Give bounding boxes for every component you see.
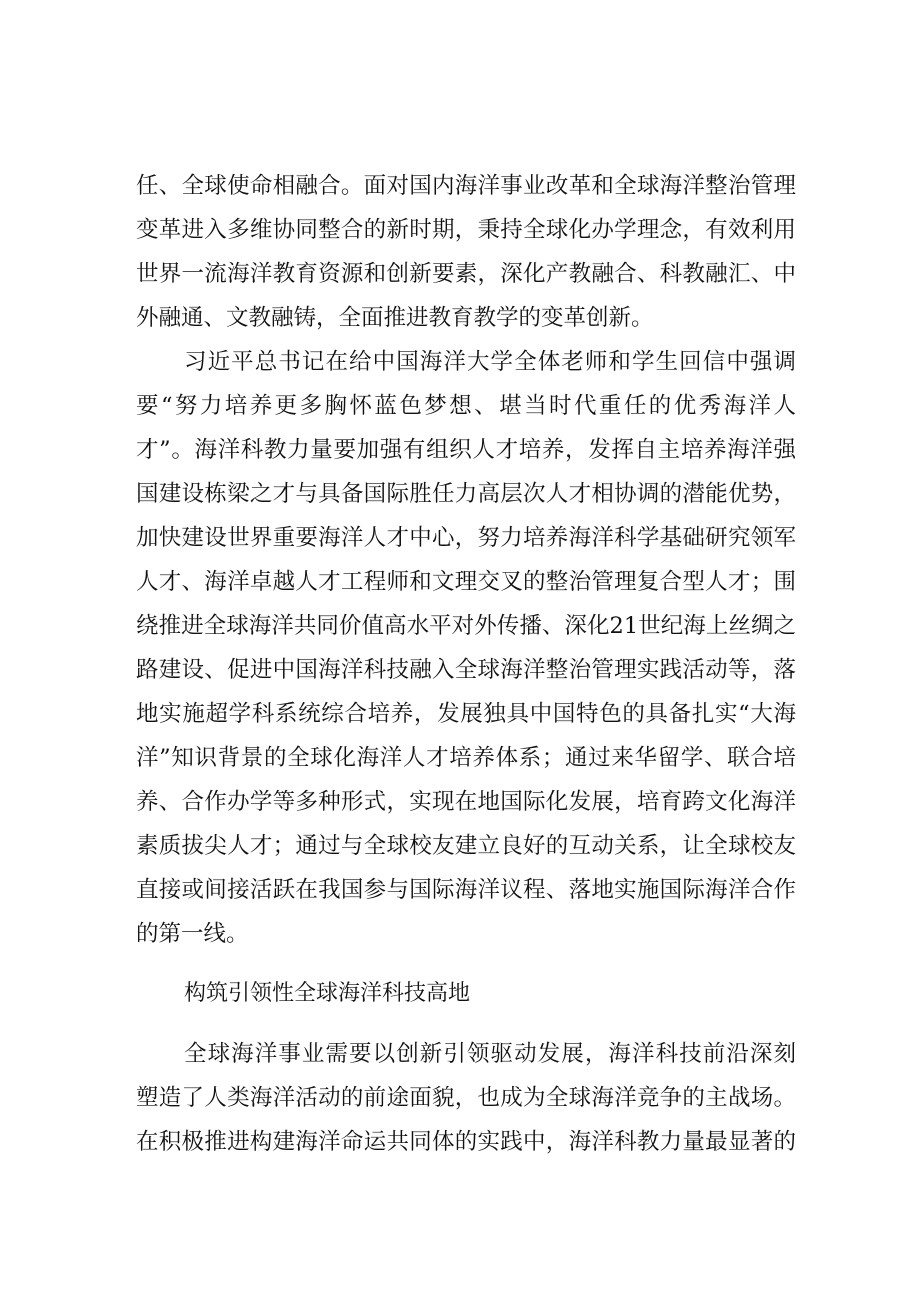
text-line: 要“努力培养更多胸怀蓝色梦想、堪当时代重任的优秀海洋人 (136, 393, 796, 419)
text-line: 外融通、文教融铸，全面推进教育教学的变革创新。 (136, 305, 654, 331)
text-line: 绕推进全球海洋共同价值高水平对外传播、深化21世纪海上丝绸之 (136, 613, 796, 639)
text-line: 加快建设世界重要海洋人才中心，努力培养海洋科学基础研究领军 (136, 525, 796, 551)
text-line: 人才、海洋卓越人才工程师和文理交叉的整治管理复合型人才；围 (136, 569, 796, 595)
text-line: 路建设、促进中国海洋科技融入全球海洋整治管理实践活动等，落 (136, 657, 796, 683)
text-line: 世界一流海洋教育资源和创新要素，深化产教融合、科教融汇、中 (136, 261, 796, 287)
text-line: 国建设栋梁之才与具备国际胜任力高层次人才相协调的潜能优势， (136, 481, 796, 507)
text-line: 地实施超学科系统综合培养，发展独具中国特色的具备扎实“大海 (136, 701, 796, 727)
text-line: 任、全球使命相融合。面对国内海洋事业改革和全球海洋整治管理 (136, 173, 796, 199)
text-line: 的第一线。 (136, 921, 249, 947)
text-line: 养、合作办学等多种形式，实现在地国际化发展，培育跨文化海洋 (136, 789, 796, 815)
text-line: 习近平总书记在给中国海洋大学全体老师和学生回信中强调 (184, 349, 796, 375)
section-heading: 构筑引领性全球海洋科技高地 (184, 981, 471, 1006)
text-line: 全球海洋事业需要以创新引领驱动发展，海洋科技前沿深刻 (184, 1041, 796, 1067)
text-line: 素质拔尖人才；通过与全球校友建立良好的互动关系，让全球校友 (136, 833, 796, 859)
text-line: 在积极推进构建海洋命运共同体的实践中，海洋科教力量最显著的 (136, 1129, 796, 1155)
text-line: 洋”知识背景的全球化海洋人才培养体系；通过来华留学、联合培 (136, 745, 796, 771)
text-line: 变革进入多维协同整合的新时期，秉持全球化办学理念，有效利用 (136, 217, 796, 243)
text-line: 才”。海洋科教力量要加强有组织人才培养，发挥自主培养海洋强 (136, 437, 796, 463)
text-line: 直接或间接活跃在我国参与国际海洋议程、落地实施国际海洋合作 (136, 877, 796, 903)
text-line: 塑造了人类海洋活动的前途面貌，也成为全球海洋竞争的主战场。 (136, 1085, 796, 1111)
